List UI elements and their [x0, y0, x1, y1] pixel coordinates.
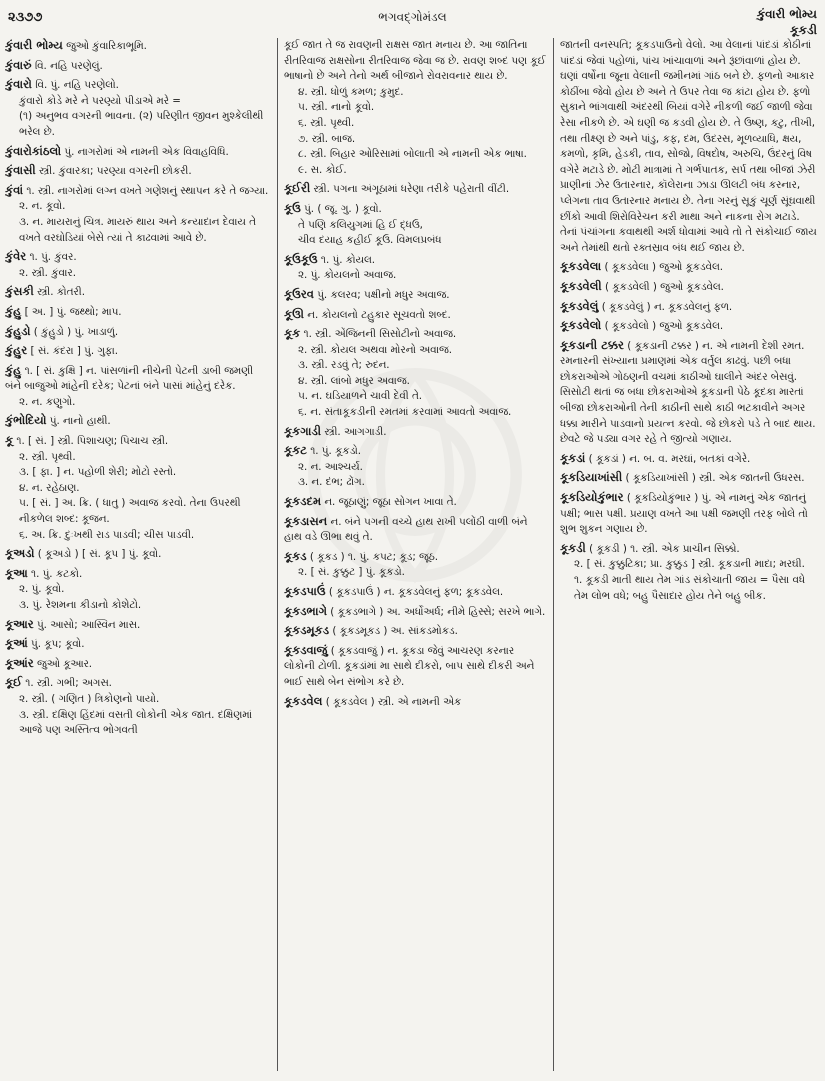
entry-definition: ( કૂકડમૂકડ ) અ. સાંકડમોકડ. [332, 625, 458, 638]
entry-sense: ૨. સ્ત્રી. ( ગણિત ) ત્રિકોણનો પાયો. [19, 692, 160, 705]
entry-definition: ૧. સ્ત્રી. ગભી; અગસ. [25, 677, 112, 690]
entry-definition: જુઓ કૂઆર. [36, 657, 93, 670]
entry-headword: કૂકડભાગે [284, 603, 327, 618]
dictionary-entry [560, 338, 818, 448]
entry-definition: સ્ત્રી. પગના અંગૂઠામાં ધરેણા તરીકે પહેરાતી વીંટી. [313, 183, 510, 196]
dictionary-entry [5, 546, 270, 563]
entry-headword: કૂકડવેલ [284, 693, 323, 708]
entry-headword: કૂઉ [284, 200, 301, 215]
dictionary-entry [5, 38, 270, 55]
entry-headword: કૂકડિયાખાંસી [560, 470, 623, 485]
dictionary-entry [5, 163, 270, 180]
dictionary-entry [284, 514, 546, 546]
entry-definition: પું. ( જૂ. ગુ. ) કૂવો. [304, 202, 382, 215]
dictionary-entry [560, 470, 818, 487]
entry-headword: કૂકડિયોકુંભાર [560, 490, 624, 505]
entry-definition: ( કૂકડવેલો ) જુઓ કૂકડવેલ. [604, 320, 724, 333]
entry-sense: ૧. કૂકડી માતી થાય તેમ ગાંડ સંકોચાતી જાય = પૈસા વધે તેમ લોભ વધે; બહુ પૈસાદાર હોય તેને બહુ બીક. [574, 574, 806, 602]
entry-sense: ૫. ન. ઘડિયાળને ચાવી દેવી તે. [298, 390, 423, 403]
entry-definition: કૂઈ જાત તે જ રાવણની રાક્ષસ જાત મનાય છે. આ જાતિના રીતરિવાજ રાક્ષસોના રીતરિવાજ જેવા જ છે. રાવણ શબ્દ પણ કૂઈ ભાષાનો છે અને તેનો અર્થ બીજાને રોવરાવનાર થાય છે. [284, 39, 546, 83]
entry-sense: ૨. ન. આશ્ચર્ય. [298, 460, 363, 473]
entry-sense: ૩. ન. દંભ; ઢોંગ. [298, 476, 365, 489]
dictionary-entry [284, 443, 546, 491]
entry-headword: કૂકડવેલું [560, 298, 599, 313]
entry-headword: કુંહુ [5, 303, 22, 318]
entry-headword: કુંવારો [5, 77, 32, 92]
dictionary-entry [284, 424, 546, 441]
entry-definition: ( કૂકડવેલું ) ન. કૂકડવેલનું ફળ. [601, 300, 733, 313]
dictionary-entry [5, 144, 270, 161]
entry-definition: [ સં. કંદરા ] પું. ગુફા. [30, 345, 119, 358]
guide-word-first: કુંવારી ભોમ્ય [756, 7, 817, 21]
entry-definition: ( કૂકડાં ) ન. બ. વ. મરઘાં, બતકાં વગેરે. [588, 452, 751, 465]
dictionary-entry [284, 694, 546, 711]
dictionary-entry [5, 413, 270, 430]
entry-definition: ( કૂકડવેલ ) સ્ત્રી. એ નામની એક [325, 695, 462, 708]
entry-headword: કૂકડપાઉં [284, 584, 326, 598]
dictionary-entry [284, 201, 546, 249]
dictionary-entry [284, 326, 546, 421]
dictionary-entry [5, 304, 270, 321]
dictionary-entry [560, 318, 818, 335]
entry-headword: કુંહુ [5, 362, 22, 377]
entry-sense: ૪. ન. રહેઠાણ. [19, 481, 80, 494]
entry-sense: ૨. [ સં. કુક્કુટ ] પું. કૂકડો. [298, 566, 405, 579]
dictionary-entry [5, 617, 270, 634]
dictionary-entry [5, 58, 270, 75]
entry-headword: કૂકડવેલો [560, 318, 602, 333]
entry-definition: ૧. પું. કોયલ. [320, 253, 376, 266]
entry-sense: ૩. સ્ત્રી. દક્ષિણ હિંદમાં વસતી લોકોની એક જાત. દક્ષિણમાં આજે પણ અસ્તિત્વ ભોગવતી [19, 708, 253, 737]
entry-definition: ( કૂકડિયોકુંભાર ) પું. એ નામનું એક જાતનું પક્ષી; ભાસ પક્ષી. પ્રયાણ વખતે આ પક્ષી જમણી તરફ બોલે તો શુભ શુકન ગણાય છે. [560, 492, 808, 536]
column-divider [277, 38, 278, 1071]
dictionary-entry [5, 343, 270, 360]
entry-definition: જુઓ કુંવારિકાભૂમિ. [66, 40, 147, 52]
entry-definition: ( કૂકડવેલા ) જુઓ કૂકડવેલ. [604, 261, 724, 274]
entry-definition: પું. નાગરોમાં એ નામની એક વિવાહવિધિ. [64, 145, 229, 158]
dictionary-entry [560, 279, 818, 296]
entry-sense: ૬. સ્ત્રી. પૃથ્વી. [298, 116, 355, 129]
entry-headword: કૂકટ [284, 443, 307, 458]
entry-sense: ૨. સ્ત્રી. કુંવાર. [19, 266, 77, 279]
entry-sense: ૬. અ. ક્રિ. દુઃખથી રાડ પાડવી; ચીસ પાડવી. [19, 528, 195, 541]
dictionary-entry [560, 490, 818, 538]
entry-definition: ૧. [ સં. ] સ્ત્રી. પિશાચણ; પિચાચ સ્ત્રી. [16, 435, 169, 448]
dictionary-entry [5, 636, 270, 653]
entry-definition: સ્ત્રી. કોતરી. [37, 286, 85, 299]
entry-headword: કુંવેર [5, 249, 27, 264]
entry-headword: કૂકડવેલા [560, 259, 602, 274]
entry-sense: કુંવારો કોડે મરે ને પરણ્યો પીડાએ મરે = [19, 94, 181, 107]
dictionary-entry [5, 656, 270, 673]
entry-headword: કુંહુર [5, 343, 28, 358]
entry-definition: ન. બંને પગની વચ્ચે હાથ રાખી પલોંઠી વાળી બંને હાથ વડે ઊભા થવું તે. [284, 515, 528, 544]
entry-headword: કુંવાં [5, 182, 24, 197]
entry-sense: ૯. સ. કોઈ. [298, 163, 347, 176]
entry-sense: ૫. [ સં. ] અ. ક્રિ. ( ધાતુ ) અવાજ કરવો. તેના ઉપરથી નીકળેલ શબ્દ: કૂજન. [19, 497, 241, 526]
entry-definition: ૧. સ્ત્રી. એંજિનની સિસોટીનો અવાજ. [303, 328, 457, 341]
dictionary-entry [5, 324, 270, 341]
dictionary-entry [284, 623, 546, 640]
dictionary-entry [5, 284, 270, 301]
dictionary-entry [284, 549, 546, 581]
entry-definition: ( કૂકડાની ટક્કર ) ન. એ નામની દેશી રમત. રમનારની સંખ્યાના પ્રમાણમાં એક વર્તુલ કાઢવું. પછી બધા છોકરાઓએ ગોઠણની વચમાં કાઠીઓ ઘાલીને અંદર બેસવું. સિસોટી થતાં જ બધા છોકરાઓએ કૂકડાની પેઠે કૂદકા મારતાં બીજા છોકરાઓની તેની કાઠીની સાથે કાઠી ભટકાવીને અગર ધક્કા મારીને પાડવાનો પ્રયત્ન કરવો. જે છોકરો પડે તે બાદ થાય. છેવટે જે પડ્યા વગર રહે તે જીત્યો ગણાય. [560, 339, 816, 446]
entry-headword: કુંભોદિયો [5, 413, 47, 428]
dictionary-entry [284, 252, 546, 284]
entry-headword: કુંવારોકાંઠલો [5, 143, 62, 158]
column-1 [5, 38, 270, 1077]
entry-headword: કૂઊ [284, 306, 305, 321]
entry-headword: કૂ [5, 433, 14, 448]
entry-sense: (૧) અનુભવ વગરની ભાવના. (૨) પરિણીત જીવન મુશ્કેલીથી ભરેલ છે. [19, 110, 264, 138]
entry-definition: ( કૂકડભાગે ) અ. અર્ધોઅર્ધ; નીમે હિસ્સે; સરખે ભાગે. [330, 605, 546, 618]
entry-definition: ( કૂકડિયાખાંસી ) સ્ત્રી. એક જાતની ઉધરસ. [625, 472, 805, 485]
entry-sense: ૩. સ્ત્રી. રડવું તે; રુદન. [298, 359, 390, 372]
guide-word-last: કૂકડી [790, 23, 817, 37]
entry-definition: ( કૂકડવાજું ) ન. કૂકડા જેવું આચરણ કરનાર લોકોની ટોળી. કૂકડાંમાં મા સાથે દીકરો, બાપ સાથે દીકરી અને ભાઈ સાથે બેન સંભોગ કરે છે. [284, 644, 535, 688]
entry-headword: કૂઈ [5, 675, 22, 690]
entry-headword: કુંવારું [5, 57, 32, 72]
dictionary-entry [284, 181, 546, 198]
entry-headword: કૂઆ [5, 565, 28, 580]
entry-sense: ૨. પું. કોયલનો અવાજ. [298, 269, 397, 282]
entry-headword: કૂઆંર [5, 655, 34, 670]
entry-sense: ૩. ન. માયરાનું ચિત્ર. માયરું થાય અને કન્યાદાન દેવાય તે વખતે વરઘોડિયાં બેસે ત્યાં તે કાઢવામાં આવે છે. [19, 215, 256, 244]
entry-definition: ૧. સ્ત્રી. નાગરોમાં લગ્ન વખતે ગણેશનું સ્થાપન કરે તે જગ્યા. [26, 184, 269, 197]
entry-definition: ( કૂઅડો ) [ સં. કૂપ ] પું. કૂવો. [37, 548, 162, 561]
entry-headword: કૂઆં [5, 636, 28, 651]
dictionary-entry [284, 287, 546, 304]
guide-words [757, 6, 817, 38]
entry-definition: [ અ. ] પું. જથ્થો; માપ. [24, 305, 122, 318]
entry-sense: ૭. સ્ત્રી. બાજ. [298, 132, 356, 145]
page-number: ૨૩૭૭ [8, 10, 43, 25]
entry-definition: વિ. પું. નહિ પરણેલો. [35, 79, 119, 92]
entry-headword: કૂકડાની ટક્કર [560, 337, 624, 352]
dictionary-entry [5, 363, 270, 411]
dictionary-entry [560, 299, 818, 316]
entry-headword: કુંહુડો [5, 323, 31, 338]
entry-sense: ૬. ન. સંતાકૂકડીની રમતમાં કરવામાં આવતો અવાજ. [298, 406, 512, 419]
entry-definition: વિ. નહિ પરણેલું. [34, 59, 103, 72]
entry-sense: ૪. સ્ત્રી. ધોળું કમળ; કુમુદ. [298, 85, 404, 98]
entry-headword: કૂકડવાજું [284, 642, 328, 657]
dictionary-entry [284, 494, 546, 511]
entry-definition: ( કુંહુડો ) પું. ખાડાળું. [33, 325, 119, 338]
entry-headword: કૂકડવેલી [560, 278, 602, 293]
entry-definition: પું. આસો; આસ્વિન માસ. [36, 618, 141, 631]
entry-sense: ૨. સ્ત્રી. કોયલ અથવા મોરનો અવાજ. [298, 343, 453, 356]
entry-sense: ૨. [ સં. કુક્કુટિકા; પ્રા. કુક્કુડ ] સ્ત્રી. કૂકડાની માદા; મરઘી. [574, 558, 805, 571]
page-header [8, 6, 817, 36]
entry-headword: કૂકડમૂકડ [284, 623, 330, 638]
dictionary-entry [284, 643, 546, 691]
entry-headword: કૂકગાડી [284, 423, 322, 438]
entry-definition: ( કૂકડ ) ૧. પું. કપટ; કૂડ; જૂઠ. [309, 550, 439, 563]
entry-definition: ન. કોયલનો ટહુકાર સૂચવતો શબ્દ. [307, 308, 451, 321]
dictionary-entry [5, 183, 270, 246]
dictionary-entry [560, 38, 818, 256]
entry-headword: કૂઉરવ [284, 286, 314, 301]
dictionary-entry [5, 675, 270, 738]
entry-definition: પું. કલરવ; પક્ષીનો મધુર અવાજ. [317, 288, 450, 301]
dictionary-entry [5, 566, 270, 614]
entry-sense: ૩. [ ફા. ] ન. પહોળી શેરી; મોટો રસ્તો. [19, 466, 177, 479]
entry-sense: ૨. ન. કણુગો. [19, 395, 76, 408]
entry-headword: કૂકડાસન [284, 513, 328, 528]
entry-sense: ૨. પું. કૂવો. [19, 583, 65, 596]
entry-definition: ૧. પું. કૂકડો. [310, 445, 362, 458]
entry-headword: કૂઈરી [284, 181, 311, 196]
entry-sense: ૫. સ્ત્રી. નાનો કૂવો. [298, 101, 375, 114]
dictionary-entry [5, 249, 270, 281]
entry-sense: ૮. સ્ત્રી. બિહાર ઓરિસામાં બોલાતી એ નામની એક ભાષા. [298, 148, 527, 161]
dictionary-entry [5, 433, 270, 543]
column-3 [560, 38, 818, 1077]
entry-definition: જાતની વનસ્પતિ; કૂકડપાઉંનો વેલો. આ વેલાનાં પાંદડાં કોઠીનાં પાંદડાં જેવાં પહોળાં, પાંચ ખાંચાવાળાં અને રૂંછાંવાળાં હોય છે. ઘણાં વર્ષોના જૂના વેલાની જમીનમાં ગાંઠ બને છે. ફળનો આકાર કોઠીંબા જેવો હોય છે અને તે ઉપર તેવા જ કાંટા હોય છે. ફળો સુકાને ભાંગવાથી અંદરથી બિયાં વગેરે નીકળી જઈ જાળી જેવા રેસા નીકળે છે. એ ઘણી જ કડવી હોય છે. તે ઉષ્ણ, કટુ, તીખી, તથા તીક્ષ્ણ છે અને પાંડુ, કફ, દમ, ઉદરસ, મૂળવ્યાધિ, ક્ષય, કમળો, કૃમિ, હેડકી, તાવ, સોજો, વિષદોષ, અરુચિ, ઉંદરનું વિષ વગેરે મટાડે છે. મોટી માત્રામાં તે ગર્ભપાતક, સર્પ તથા બીજાં ઝેરી પ્રાણીનાં ઝેર ઉતારનાર, કૉલેરાના ઝાડા ઊલટી બંધ કરનાર, પ્લેગના તાવ ઉતારનાર મનાય છે. તેના ગરનું સૂકું ચૂર્ણ સૂંઘવાથી છીંકો આવી શિરોવિરેચન કરી માથા અને નાકના રોગ મટાડે. તેનાં પંચાંગના કવાથથી અર્શ ધોવામાં આવે તો તે સંકોચાઈ જાય અને તેમાંથી થતો રક્તસ્રાવ બંધ થઈ જાય છે. [560, 39, 817, 254]
entry-headword: કૂકડદમ [284, 494, 322, 509]
entry-headword: કૂકડી [560, 540, 586, 555]
entry-definition: ( કૂકડપાઉં ) ન. કૂકડવેલનું ફળ; કૂકડવેલ. [328, 586, 504, 598]
entry-definition: ( કૂકડવેલી ) જુઓ કૂકડવેલ. [604, 280, 724, 293]
entry-headword: કૂઆર [5, 616, 34, 631]
dictionary-entry [284, 584, 546, 601]
entry-definition: પું. કૂપ; કૂવો. [31, 638, 85, 651]
entry-definition: ૧. પું. કુંવર. [29, 251, 77, 264]
entry-sense: તે પણિ કલિયુગમાં હિ ઈ દ્ધઉ, [298, 218, 423, 231]
entry-headword: કૂક [284, 326, 301, 341]
entry-headword: કુંસકી [5, 284, 34, 299]
entry-definition: ૧. [ સં. કુક્ષિ ] ન. પાંસળાંની નીચેની પેટની ડાબી જમણી બંને બાજુઓ માંહેની દરેક; પેટનાં બંને પાસાં માંહેનું દરેક. [5, 364, 254, 393]
entry-headword: કૂઅડો [5, 546, 35, 561]
column-divider [553, 38, 554, 1071]
entry-sense: ૨. સ્ત્રી. પૃથ્વી. [19, 450, 76, 463]
entry-sense: ૨. ન. કૂવો. [19, 200, 66, 213]
dictionary-entry [284, 307, 546, 324]
dictionary-entry [284, 604, 546, 621]
entry-definition: ન. જૂઠાણું; જૂઠા સોગન ખાવા તે. [324, 496, 457, 509]
dictionary-entry [560, 259, 818, 276]
book-title: ભગવદ્ગોમંડલ [378, 10, 447, 24]
dictionary-entry [560, 451, 818, 468]
dictionary-entry [284, 38, 546, 178]
entry-headword: કુંવારી ભોમ્ય [5, 38, 63, 52]
entry-definition: ૧. પું. કટકો. [31, 567, 83, 580]
entry-headword: કુંવાસી [5, 163, 36, 178]
dictionary-entry [5, 77, 270, 140]
dictionary-entry [560, 541, 818, 604]
entry-headword: કૂકડાં [560, 450, 586, 465]
entry-headword: કૂકડ [284, 548, 307, 563]
entry-definition: સ્ત્રી. આગગાડી. [324, 425, 387, 438]
entry-definition: પું. નાનો હાથી. [49, 415, 111, 428]
entry-headword: કૂઉકૂઉ [284, 251, 318, 266]
entry-sense: ચીવ દયાહ કહીઈ કૂઉ. વિમલપ્રબંધ [298, 234, 442, 247]
entry-sense: ૩. પું. રેશમના કીડાનો કોશેટો. [19, 599, 142, 611]
entry-sense: ૪. સ્ત્રી. લાંબો મધુર અવાજ. [298, 374, 410, 387]
entry-definition: ( કૂકડી ) ૧. સ્ત્રી. એક પ્રાચીન સિક્કો. [589, 542, 740, 555]
column-2 [284, 38, 546, 1077]
entry-definition: સ્ત્રી. કુંવારકા; પરણ્યા વગરની છોકરી. [39, 165, 192, 178]
